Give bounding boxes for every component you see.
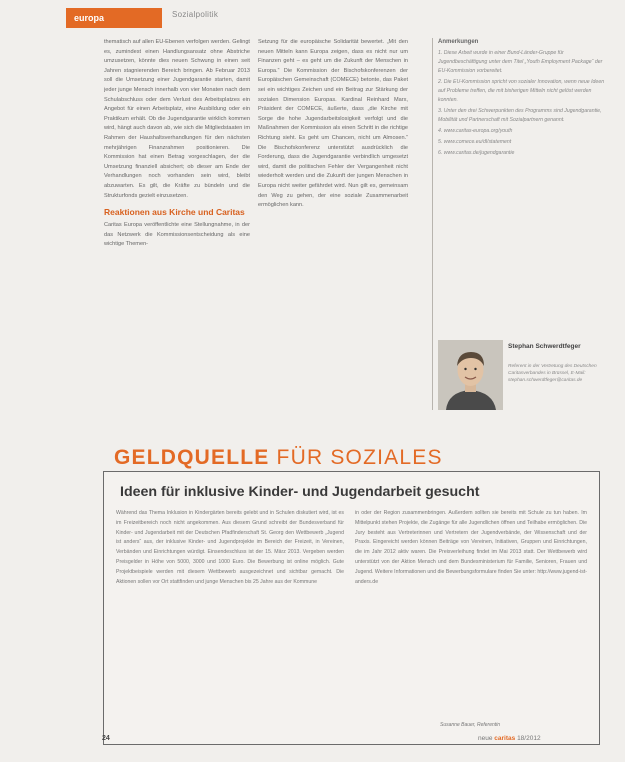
magazine-footer	[478, 735, 541, 742]
annotations-sidebar	[438, 38, 606, 328]
magazine-prefix: neue	[478, 735, 495, 742]
annotation-note: 1. Diese Arbeit wurde in einer Bund-Länder-Gruppe für Jugendbeschäftigung unter dem Titel „Youth Employment Package“ der EU-Kommission vorbereitet.	[438, 50, 603, 74]
box-column-1	[116, 509, 344, 723]
sidebar-divider	[432, 38, 433, 410]
article-column-2	[258, 38, 408, 406]
annotations-title: Anmerkungen	[438, 39, 479, 45]
annotation-note: 5. www.comece.eu/dl/statement	[438, 139, 512, 145]
article-column-1	[104, 38, 250, 326]
geldquelle-heading	[114, 446, 443, 470]
author-bio: Referent in der Vertretung des Deutschen Caritasverbandes in Brüssel, E-Mail: stephan.schwerdtfeger@caritas.de	[508, 364, 597, 383]
box-paragraph: Während das Thema Inklusion in Kindergärten bereits gelebt und in Schulen diskutiert wird, ist es im Freizeitbereich noch nicht angekommen. Aus diesem Grund schreibt der Bundesverband für Kinder- und Jugendarbeit mit der Deutschen Pfadfinderschaft St. Georg den Wettbewerb „Jugend ist anders“ aus, der inklusive Kinder- und Jugendprojekte im Bereich der Freizeit, in Vereinen, Verbänden und Einrichtungen würdigt. Einsendeschluss ist der 15. März 2013. Vergeben werden Preisgelder in Höhe von 5000, 3000 und 1000 Euro. Die Bewerbung ist online möglich. Gute Projektbeispiele werden mit diesem Wettbewerb ausgezeichnet und sichtbar gemacht. Die Aktionen sollen vor Ort stattfinden und junge Menschen bis 25 Jahre aus der Kommune	[116, 510, 344, 585]
box-column-2	[355, 509, 587, 719]
magazine-name: caritas	[494, 735, 516, 742]
section-tab: europa	[66, 8, 162, 28]
annotation-note: 6. www.caritas.de/jugendgarantie	[438, 150, 515, 156]
box-credit: Susanne Bauer, Referentin	[440, 722, 501, 728]
geldquelle-heading-bold: GELDQUELLE	[114, 446, 270, 469]
article-paragraph: Setzung für die europäische Solidarität bewertet. „Mit den neuen Mitteln kann Europa zeigen, dass es nicht nur um Finanzen geht – es geht um die Zukunft der Menschen in Europa.“ Die Kommission der Bischofskonferenzen der Europäischen Gemeinschaft (COMECE) betonte, das Paket sei ein wichtiges Zeichen und ein Beitrag zur Stärkung der sozialen Dimension Europas. Kardinal Reinhard Marx, Präsident der COMECE, äußerte, dass „die Kirche mit Sorge die hohe Jugendarbeitslosigkeit verfolgt und die Maßnahmen der Kommission als einen Schritt in die richtige Richtung sieht. Es geht um Chancen, nicht um Almosen.“ Die Bischofskonferenz unterstützt ausdrücklich die Forderung, dass die Jugendgarantie verbindlich umgesetzt wird, damit die politischen Fehler der Vergangenheit nicht wiederholt werden und die Zukunft der jungen Menschen in Europa nicht weiter gefährdet wird. Nun gilt es, gemeinsam den Weg zu gehen, der eine soziale Zusammenarbeit ermöglichen kann.	[258, 39, 408, 209]
article-paragraph: Caritas Europa veröffentlichte eine Stellungnahme, in der das Netzwerk die Kommissionsentscheidung als eine wichtige Themen-	[104, 222, 250, 248]
box-title: Ideen für inklusive Kinder- und Jugendarbeit gesucht	[120, 484, 480, 500]
subheading: Reaktionen aus Kirche und Caritas	[104, 207, 245, 218]
portrait-image	[438, 340, 503, 410]
article-paragraph: thematisch auf allen EU-Ebenen verfolgen werden. Gelingt es, zumindest einen Handlungsansatz ohne Abstriche umzusetzen, könnte dies neuen Schwung in einen seit Jahren stagnierenden Bereich bringen. Ab Februar 2013 soll die Umsetzung einer Jugendgarantie starten, damit jeder junge Mensch innerhalb von vier Monaten nach dem Schulabschluss oder dem Verlust des Arbeitsplatzes ein Angebot für einen Arbeitsplatz, eine Ausbildung oder ein Praktikum erhält. Ob die Jugendgarantie wirklich kommen wird, hängt auch davon ab, wie sich die Mitgliedstaaten im Rahmen der Haushaltsverhandlungen für den nächsten mehrjährigen Finanzrahmen positionieren. Die Kommission hat einen Betrag vorgeschlagen, der die Umsetzung finanziell absichert; ob dieser am Ende der Verhandlungen noch vorhanden sein wird, bleibt abzuwarten. Es gilt, die Kräfte zu bündeln und die Strukturfonds gezielt einzusetzen.	[104, 39, 250, 199]
box-paragraph: in oder der Region zusammenbringen. Außerdem sollten sie bereits mit Schule zu tun haben. Im Mittelpunkt stehen Projekte, die Zugänge für alle Jugendlichen öffnen und Teilhabe ermöglichen. Die Jury besteht aus Vertreterinnen und Vertretern der Jugendverbände, der Wissenschaft und der Praxis. Eingereicht werden können Beiträge von Vereinen, Initiativen, Gruppen und Einrichtungen, die im Jahr 2012 aktiv waren. Die Preisverleihung findet im Mai 2013 statt. Der Wettbewerb wird unterstützt von der Aktion Mensch und dem Bundesministerium für Familie, Senioren, Frauen und Jugend. Weitere Informationen und die Bewerbungsformulare finden Sie unter: http://www.jugend-ist-anders.de	[355, 510, 587, 585]
author-name: Stephan Schwerdtfeger	[508, 343, 581, 350]
geldquelle-heading-rest: FÜR SOZIALES	[269, 446, 443, 469]
annotation-note: 4. www.caritas-europa.org/youth	[438, 128, 513, 134]
author-photo	[438, 340, 503, 410]
annotation-note: 2. Die EU-Kommission spricht von sozialer Innovation, wenn neue Ideen auf Probleme treffen, die mit bisherigen Mitteln nicht gelöst werden konnten.	[438, 79, 605, 103]
section-label: Sozialpolitik	[172, 10, 219, 19]
page-number: 24	[102, 735, 110, 742]
annotation-note: 3. Unter den drei Schwerpunkten des Programms sind Jugendgarantie, Mobilität und Partnerschaft mit Sozialpartnern genannt.	[438, 108, 602, 123]
issue-number: 18/2012	[517, 735, 541, 742]
